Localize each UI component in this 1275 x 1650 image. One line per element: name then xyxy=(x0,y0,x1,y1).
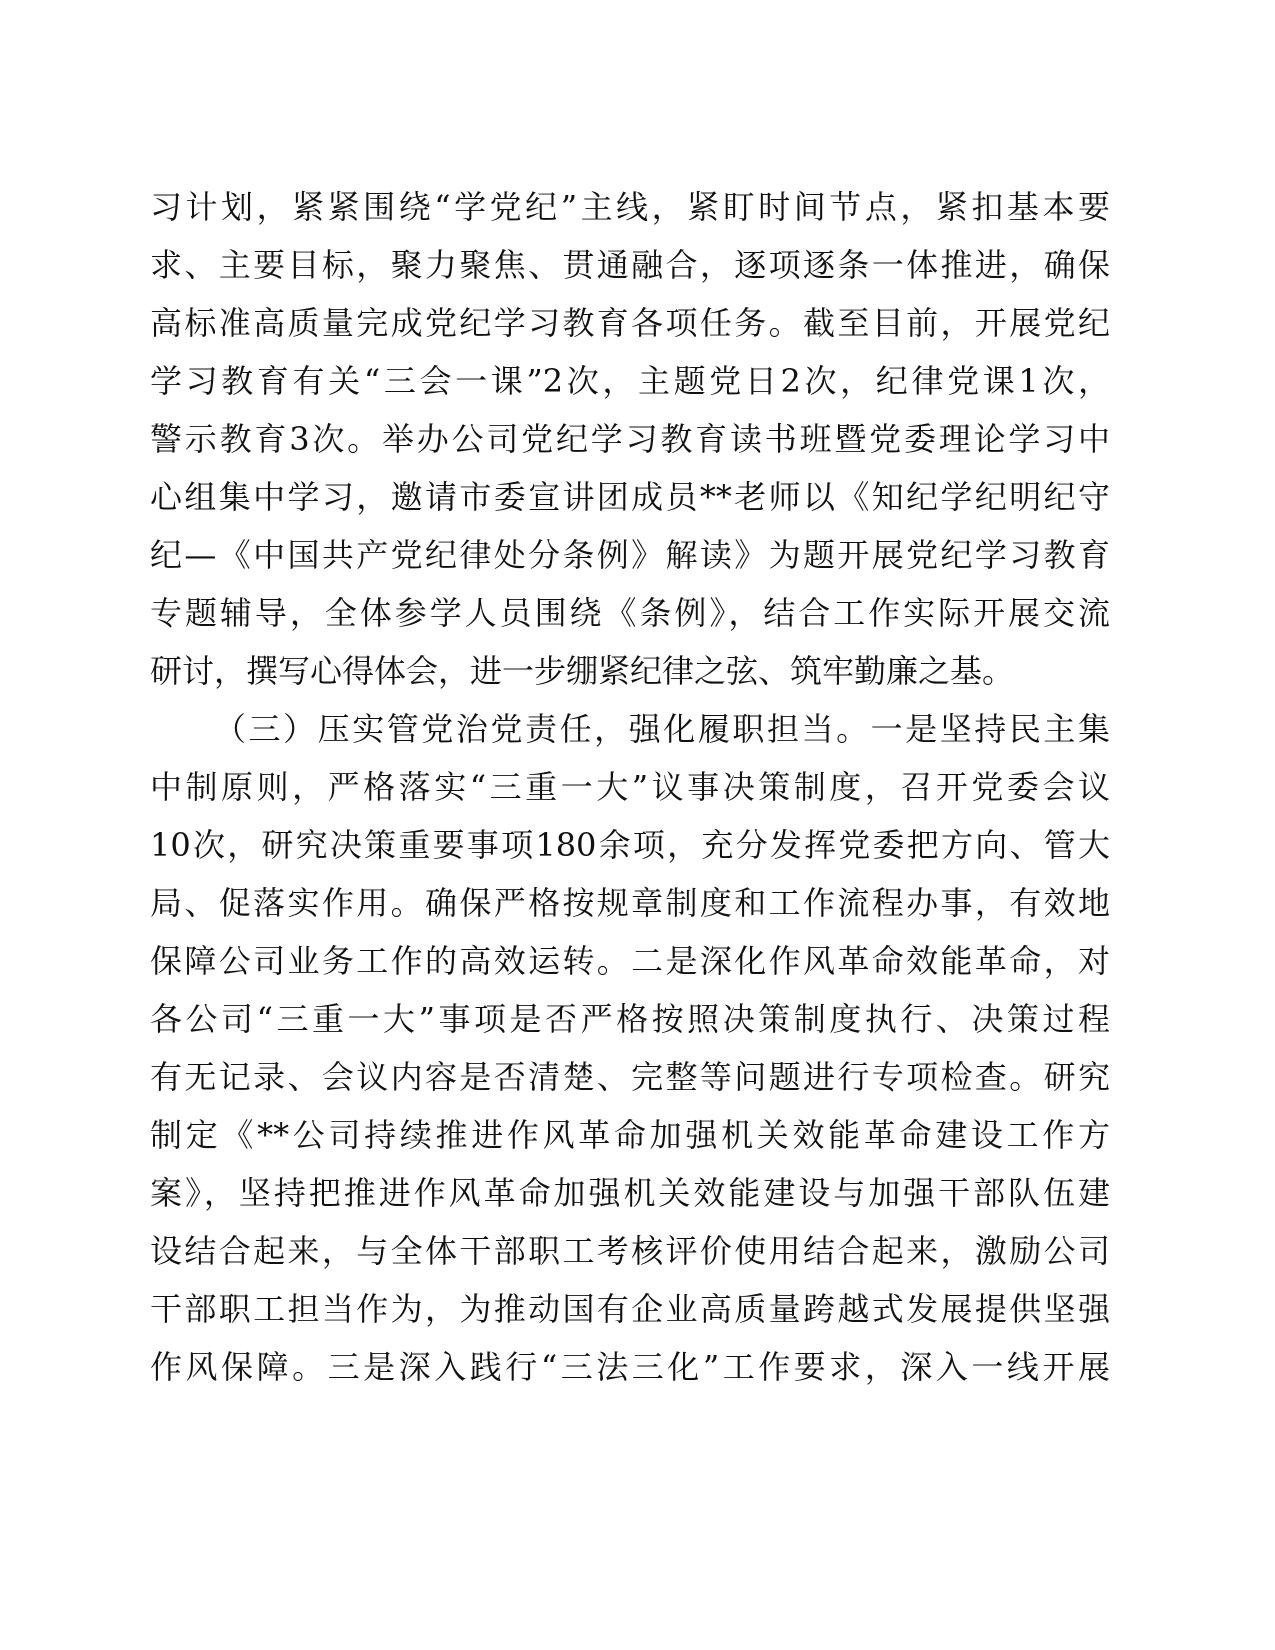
text-line: 有无记录、会议内容是否清楚、完整等问题进行专项检查。研究 xyxy=(150,1058,1110,1096)
text-line: 高标准高质量完成党纪学习教育各项任务。截至目前，开展党纪 xyxy=(150,304,1110,342)
text-line: 专题辅导，全体参学人员围绕《条例》，结合工作实际开展交流 xyxy=(150,594,1110,632)
text-line: 学习教育有关“三会一课”2次，主题党日2次，纪律党课1次， xyxy=(150,362,1110,400)
text-line: 纪—《中国共产党纪律处分条例》解读》为题开展党纪学习教育 xyxy=(150,536,1110,574)
text-line: 求、主要目标，聚力聚焦、贯通融合，逐项逐条一体推进，确保 xyxy=(150,246,1110,284)
text-line: 中制原则，严格落实“三重一大”议事决策制度，召开党委会议 xyxy=(150,768,1110,806)
text-line: 局、促落实作用。确保严格按规章制度和工作流程办事，有效地 xyxy=(150,884,1110,922)
text-line: 干部职工担当作为，为推动国有企业高质量跨越式发展提供坚强 xyxy=(150,1290,1110,1328)
text-line: 习计划，紧紧围绕“学党纪”主线，紧盯时间节点，紧扣基本要 xyxy=(150,188,1110,226)
text-line: 各公司“三重一大”事项是否严格按照决策制度执行、决策过程 xyxy=(150,1000,1110,1038)
section-heading-line: （三）压实管党治党责任，强化履职担当。一是坚持民主集 xyxy=(214,710,1110,748)
text-line: 10次，研究决策重要事项180余项，充分发挥党委把方向、管大 xyxy=(150,826,1110,864)
text-line: 心组集中学习，邀请市委宣讲团成员**老师以《知纪学纪明纪守 xyxy=(150,478,1110,516)
text-line: 作风保障。三是深入践行“三法三化”工作要求，深入一线开展 xyxy=(150,1348,1110,1386)
paragraph-party-governance-responsibility xyxy=(150,700,1110,1396)
text-line: 案》，坚持把推进作风革命加强机关效能建设与加强干部队伍建 xyxy=(150,1174,1110,1212)
paragraph-party-discipline-study xyxy=(150,178,1110,700)
text-line: 警示教育3次。举办公司党纪学习教育读书班暨党委理论学习中 xyxy=(150,420,1110,458)
text-line: 设结合起来，与全体干部职工考核评价使用结合起来，激励公司 xyxy=(150,1232,1110,1270)
text-line: 研讨，撰写心得体会，进一步绷紧纪律之弦、筑牢勤廉之基。 xyxy=(150,652,1015,690)
text-line: 保障公司业务工作的高效运转。二是深化作风革命效能革命，对 xyxy=(150,942,1110,980)
text-line: 制定《**公司持续推进作风革命加强机关效能革命建设工作方 xyxy=(150,1116,1110,1154)
